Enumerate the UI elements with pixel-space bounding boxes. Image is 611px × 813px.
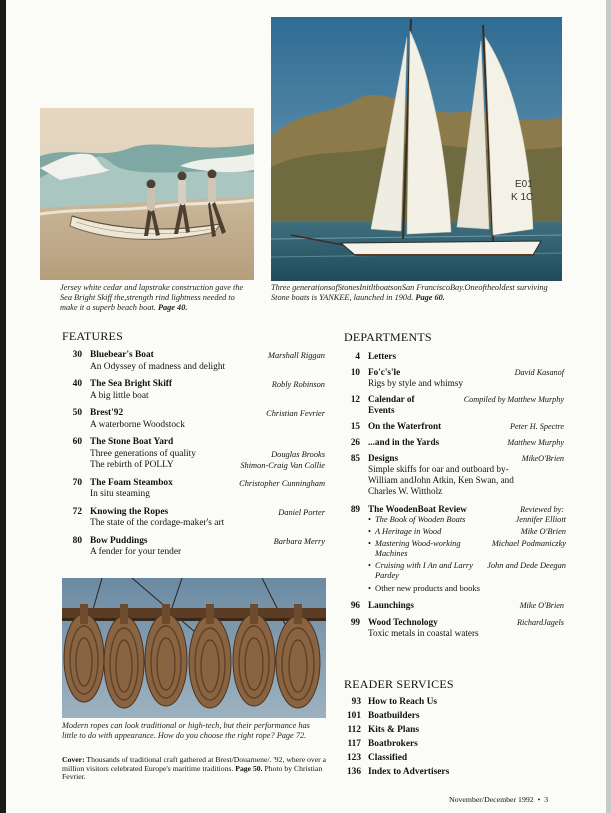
cover-note: Cover: Thousands of traditional craft gathered at Brest/Douarnene/. '92, where over a million visitors celebrated Europe's maritime traditions. Page 50. Photo by Christian Fevrier. xyxy=(62,755,327,782)
department-title: Designs xyxy=(368,453,399,463)
beach-painting-photo xyxy=(40,108,254,280)
review-book[interactable]: • The Book of Wooden Boats Jennifer Elliott xyxy=(368,515,566,525)
feature-author: Barbara Merry xyxy=(273,536,325,546)
feature-author: Christopher Cunningham xyxy=(239,478,325,488)
feature-title: The Sea Bright Skiff xyxy=(90,379,173,389)
department-item[interactable]: 26 ...and in the Yards Matthew Murphy xyxy=(350,437,564,447)
feature-title: Brest'92 xyxy=(90,408,124,418)
folio-separator: • xyxy=(537,795,541,804)
department-author: Mike O'Brien xyxy=(519,601,564,610)
departments-list xyxy=(344,351,566,644)
feature-title: Bluebear's Boat xyxy=(90,350,154,360)
feature-author: Daniel Porter xyxy=(278,507,325,517)
page-number: 3 xyxy=(544,795,549,804)
features-list xyxy=(62,350,332,565)
schooner-photo-caption: Three generationsofStonesInitltboatsonSan FranciscoBay.Oneoftheoldest surviving Stone boats is YANKEE, launched in 190d. Page 60. xyxy=(271,283,548,302)
department-author: Compiled by Matthew Murphy xyxy=(463,395,564,404)
feature-author: Christian Fevrier xyxy=(266,409,325,418)
department-author: Matthew Murphy xyxy=(507,438,564,447)
reader-service-item[interactable]: 136 Index to Advertisers xyxy=(346,767,450,777)
department-author: MikeO'Brien xyxy=(521,454,564,463)
ropes-photo xyxy=(62,578,326,718)
department-author: Peter H. Spectre xyxy=(509,422,564,431)
feature-item[interactable]: 70 The Foam Steambox Christopher Cunningham In situ steaming xyxy=(72,477,325,499)
review-book[interactable]: • Cruising with I An and Larry Pardey John and Dede Deegan xyxy=(368,561,566,581)
reader-services-list xyxy=(344,695,524,779)
department-title: Wood Technology xyxy=(368,617,438,627)
page-footer xyxy=(449,795,548,804)
reader-service-item[interactable]: 117 Boatbrokers xyxy=(347,739,418,749)
feature-title: Bow Puddings xyxy=(90,535,148,546)
department-item-review[interactable]: 89 The WoodenBoat Review Reviewed by: • The Book of Wooden Boats Jennifer Elliott • A Heritage in Wood Mike O'Brien • Mastering Wood-working Machines Michael Podmaniczky • Cruising with I An and Larry Pardey John and Dede Deegan • Other new products and books xyxy=(344,504,566,593)
feature-item[interactable]: 50 Brest'92 Christian Fevrier A waterborne Woodstock xyxy=(72,408,325,430)
feature-item[interactable]: 80 Bow Puddings Barbara Merry A fender for your tender xyxy=(72,535,325,557)
features-heading: FEATURES xyxy=(62,329,123,343)
department-item[interactable]: 12 Calendar of Events Compiled by Matthew Murphy xyxy=(350,394,564,415)
department-item[interactable]: 99 Wood Technology RichardJagels Toxic metals in coastal waters xyxy=(350,617,564,638)
feature-title: The Foam Steambox xyxy=(90,477,173,488)
review-book[interactable]: • Mastering Wood-working Machines Michael Podmaniczky xyxy=(368,539,566,559)
ropes-photo-caption: Modern ropes can look traditional or high-tech, but their performance has little to do with appearance. How do you choose the right rope? Page 72. xyxy=(62,721,310,740)
feature-item[interactable]: 72 Knowing the Ropes Daniel Porter The state of the cordage-maker's art xyxy=(72,506,325,528)
beach-photo-caption: Jersey white cedar and lapstrake construction gave the Sea Bright Skiff the,strength rind lightness needed to make it a superb beach boat. Page 40. xyxy=(60,283,244,312)
department-title: The WoodenBoat Review xyxy=(368,504,467,514)
department-title: ...and in the Yards xyxy=(368,437,440,447)
reader-service-item[interactable]: 112 Kits & Plans xyxy=(347,725,420,735)
reader-service-item[interactable]: 101 Boatbuilders xyxy=(346,711,420,721)
review-books xyxy=(368,515,566,593)
department-item[interactable]: 96 Launchings Mike O'Brien xyxy=(350,600,564,610)
feature-author: Marshall Riggan xyxy=(268,351,325,360)
scan-edge-left xyxy=(0,0,6,813)
department-title: On the Waterfront xyxy=(368,421,442,431)
feature-author: Robly Robinson xyxy=(271,380,325,389)
department-item[interactable]: 15 On the Waterfront Peter H. Spectre xyxy=(350,421,564,431)
sail-number-1: E01 xyxy=(515,179,533,190)
feature-item[interactable]: 30 Bluebear's Boat Marshall Riggan An Odyssey of madness and delight xyxy=(72,350,325,372)
feature-title: Knowing the Ropes xyxy=(90,506,169,517)
department-item[interactable]: 85 Designs MikeO'Brien Simple skiffs for oar and outboard by- William andJohn Atkin, Ken Swan, and Charles W. Wittholz xyxy=(350,453,564,496)
reviewed-by-label: Reviewed by: xyxy=(520,505,564,514)
department-title: Letters xyxy=(368,351,397,361)
schooner-photo xyxy=(271,17,562,281)
review-other: • Other new products and books xyxy=(368,583,566,593)
reader-service-item[interactable]: 123 Classified xyxy=(346,753,408,763)
review-book[interactable]: • A Heritage in Wood Mike O'Brien xyxy=(368,527,566,537)
feature-author: Douglas Brooks xyxy=(271,449,325,459)
issue-date: November/December 1992 xyxy=(449,795,534,804)
department-title: Calendar of Events xyxy=(368,394,415,415)
department-author: David Kasanof xyxy=(514,368,564,377)
scan-edge-right xyxy=(606,0,611,813)
feature-item[interactable]: 40 The Sea Bright Skiff Robly Robinson A big little boat xyxy=(72,379,325,401)
reader-service-item[interactable]: 93 How to Reach Us xyxy=(351,697,438,707)
feature-title: The Stone Boat Yard xyxy=(90,437,174,447)
sail-number-2: K 1C xyxy=(511,192,534,203)
departments-heading: DEPARTMENTS xyxy=(344,330,432,344)
department-item[interactable]: 10 Fo'c's'le David Kasanof Rigs by style and whimsy xyxy=(350,367,564,388)
feature-author: Shimon-Craig Van Collie xyxy=(240,461,325,470)
department-title: Launchings xyxy=(368,600,414,610)
reader-services-heading: READER SERVICES xyxy=(344,677,454,691)
department-item[interactable]: 4 Letters xyxy=(355,351,397,361)
feature-item[interactable]: 60 The Stone Boat Yard Three generations of quality Douglas Brooks The rebirth of POLLY Shimon-Craig Van Collie xyxy=(72,437,325,470)
department-title: Fo'c's'le xyxy=(368,367,401,377)
department-author: RichardJagels xyxy=(517,618,564,627)
